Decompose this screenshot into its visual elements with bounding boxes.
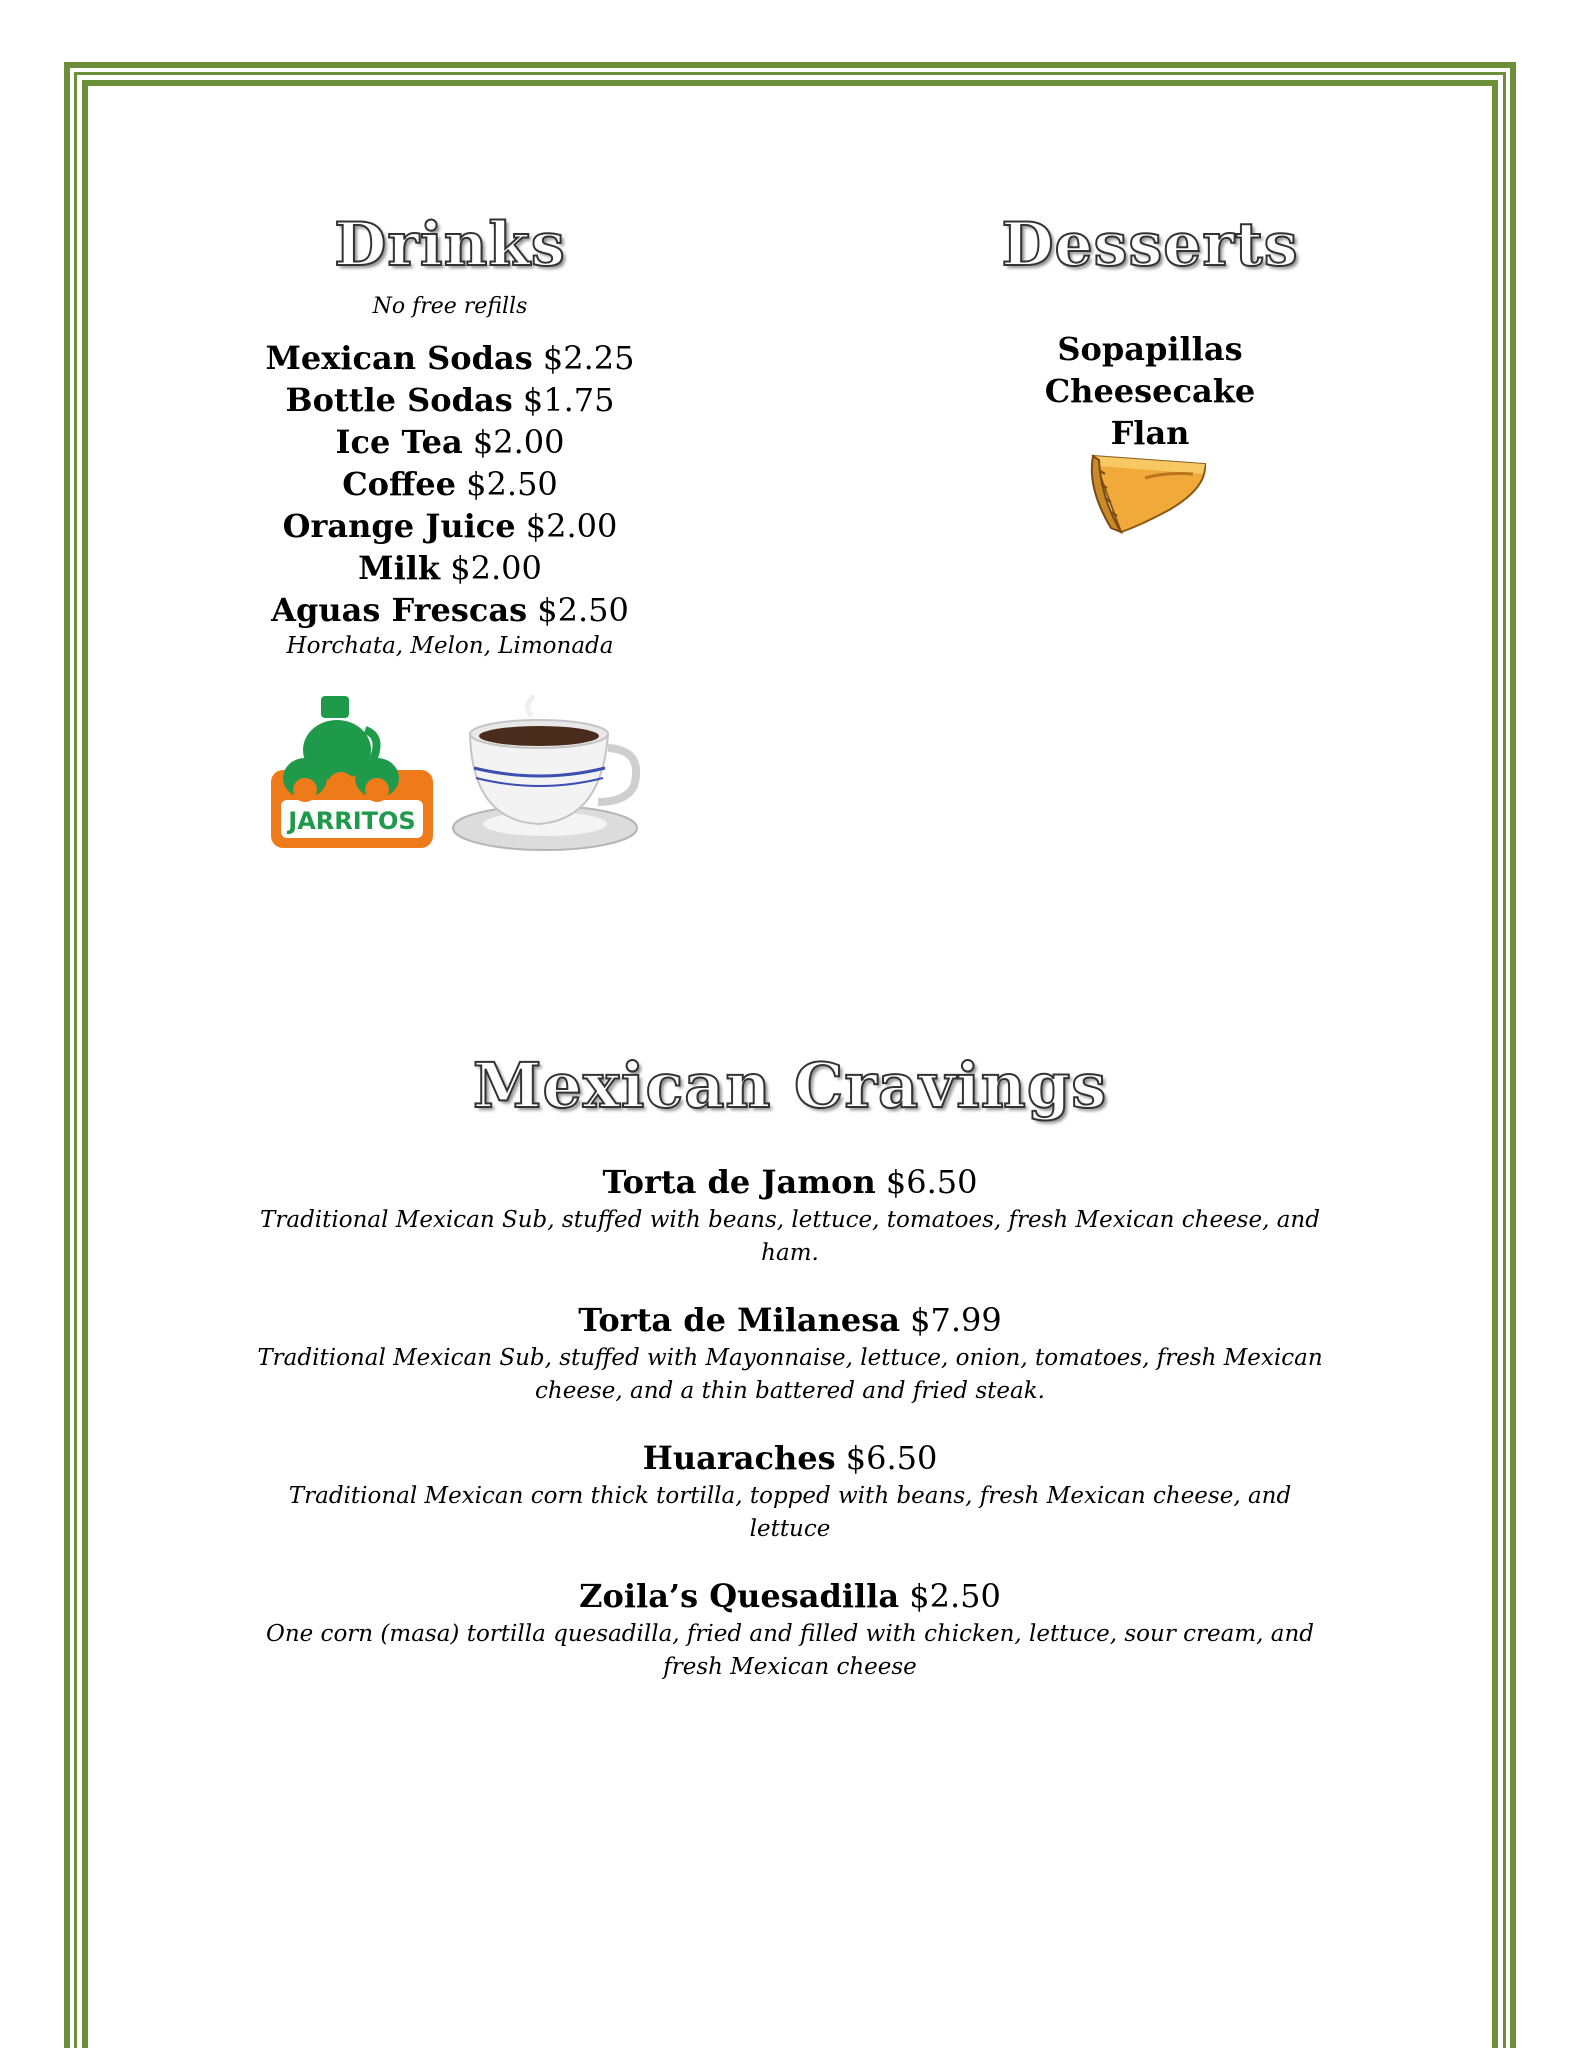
craving-header [240, 1162, 1340, 1202]
drink-item [230, 379, 670, 421]
drink-name: Bottle Sodas [285, 381, 513, 419]
craving-name: Zoila’s Quesadilla [579, 1577, 900, 1615]
craving-description: Traditional Mexican Sub, stuffed with Mayonnaise, lettuce, onion, tomatoes, fresh Mexican cheese, and a thin battered and fried steak. [257, 1345, 1323, 1404]
drink-price: $2.00 [450, 549, 542, 587]
drink-name: Milk [358, 549, 441, 587]
drink-item [230, 337, 670, 379]
craving-description: Traditional Mexican corn thick tortilla, topped with beans, fresh Mexican cheese, and lettuce [288, 1483, 1292, 1542]
drink-price: $2.00 [472, 423, 565, 461]
craving-header [240, 1300, 1340, 1340]
drink-item [230, 463, 670, 505]
craving-item [240, 1162, 1340, 1270]
craving-item [240, 1576, 1340, 1684]
drink-name: Coffee [342, 465, 456, 503]
pie-slice-icon [1085, 448, 1215, 538]
craving-item [240, 1300, 1340, 1408]
drink-images [265, 690, 645, 860]
craving-name: Huaraches [642, 1439, 836, 1477]
dessert-image [1085, 448, 1215, 538]
craving-name: Torta de Jamon [602, 1163, 876, 1201]
craving-price: $2.50 [909, 1577, 1001, 1615]
mexican-cravings-section [240, 1050, 1340, 1684]
mexican-cravings-title: Mexican Cravings [472, 1049, 1108, 1122]
craving-name: Torta de Milanesa [578, 1301, 900, 1339]
jarritos-logo-text: JARRITOS [288, 807, 416, 835]
craving-price: $6.50 [845, 1439, 938, 1477]
drink-name: Mexican Sodas [265, 339, 533, 377]
drinks-note: No free refills [372, 294, 528, 319]
desserts-section [970, 210, 1330, 454]
drinks-title: Drinks [334, 210, 566, 280]
craving-item [240, 1438, 1340, 1546]
craving-price: $6.50 [885, 1163, 978, 1201]
dessert-item: Flan [1110, 414, 1190, 452]
drink-item [230, 589, 670, 631]
craving-description: One corn (masa) tortilla quesadilla, fried and filled with chicken, lettuce, sour cream, and fresh Mexican cheese [265, 1621, 1315, 1680]
desserts-list [970, 328, 1330, 454]
coffee-cup-icon [450, 690, 640, 855]
desserts-title: Desserts [1001, 210, 1299, 280]
drink-item [230, 547, 670, 589]
drink-price: $1.75 [522, 381, 615, 419]
craving-header [240, 1576, 1340, 1616]
drink-name: Orange Juice [282, 507, 516, 545]
jarritos-logo [265, 690, 440, 855]
drink-name: Aguas Frescas [271, 591, 528, 629]
aguas-frescas-flavors: Horchata, Melon, Limonada [286, 633, 614, 659]
drink-item [230, 421, 670, 463]
craving-description: Traditional Mexican Sub, stuffed with beans, lettuce, tomatoes, fresh Mexican cheese, and ham. [260, 1207, 1320, 1266]
drinks-list [230, 337, 670, 631]
drink-item [230, 505, 670, 547]
drinks-section [230, 210, 670, 659]
drink-price: $2.00 [525, 507, 618, 545]
drink-price: $2.25 [542, 339, 635, 377]
drink-price: $2.50 [537, 591, 629, 629]
drink-name: Ice Tea [335, 423, 463, 461]
dessert-item: Cheesecake [1044, 372, 1256, 410]
dessert-item: Sopapillas [1057, 330, 1243, 368]
craving-price: $7.99 [910, 1301, 1002, 1339]
drink-price: $2.50 [466, 465, 558, 503]
craving-header [240, 1438, 1340, 1478]
